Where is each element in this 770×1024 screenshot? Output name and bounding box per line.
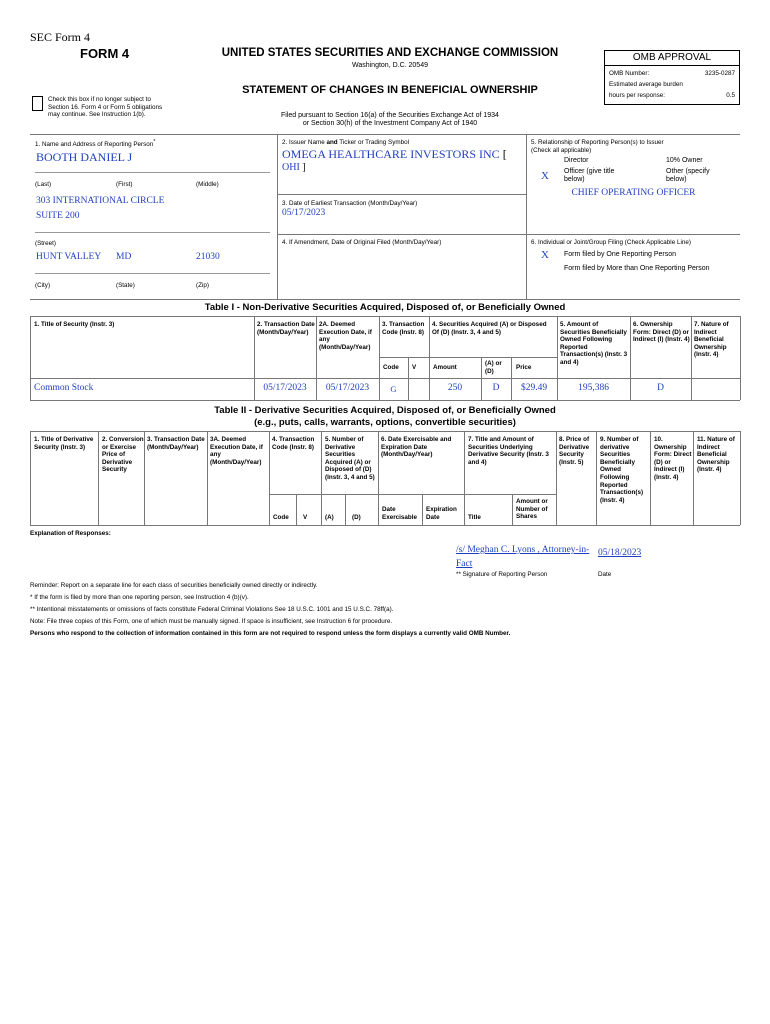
other-line-2: below): [666, 176, 687, 184]
t2-date-ex: Date Exercisable: [382, 506, 418, 521]
last-label: (Last): [35, 181, 52, 188]
t1-amount: Amount: [433, 364, 457, 371]
signature-label: ** Signature of Reporting Person: [456, 571, 548, 578]
t1-h7: 7. Nature of Indirect Beneficial Ownership (Instr. 4): [694, 321, 729, 359]
agency-city: Washington, D.C. 20549: [351, 62, 428, 69]
officer-option[interactable]: [564, 168, 614, 185]
other-line-1: Other (specify: [666, 168, 710, 175]
signature: /s/ Meghan C. Lyons , Attorney-in-Fact: [456, 545, 590, 569]
ticker-symbol: OHI: [282, 162, 300, 173]
sec-form-label: SEC Form 4: [30, 30, 91, 44]
officer-line-1: Officer (give title: [564, 168, 615, 175]
relationship-label: [531, 139, 664, 154]
t2-h11: 11. Nature of Indirect Beneficial Ownership (Instr. 4): [697, 436, 735, 474]
form-label: FORM 4: [80, 46, 130, 61]
issuer-name: OMEGA HEALTHCARE INVESTORS INC: [282, 147, 500, 161]
filing-one-option[interactable]: Form filed by One Reporting Person: [564, 251, 677, 258]
t1-h3: 3. Transaction Code (Instr. 8): [382, 321, 425, 336]
t2-title: Title: [468, 514, 481, 521]
filed-line-2: or Section 30(h) of the Investment Company Act of 1940: [302, 120, 478, 128]
street-line-1: 303 INTERNATIONAL CIRCLE: [36, 196, 165, 206]
first-label: (First): [116, 181, 133, 188]
officer-mark: X: [541, 170, 549, 182]
t1-row-aord: D: [492, 383, 500, 393]
reminder: Reminder: Report on a separate line for each class of securities beneficially owned directly or indirectly.: [30, 582, 318, 589]
omb-number-label: OMB Number:: [609, 70, 650, 77]
note-3: Note: File three copies of this Form, one of which must be manually signed. If space is insufficient, see Instruction 6 for procedure.: [30, 618, 393, 625]
street-label: (Street): [35, 240, 56, 247]
reporting-person-label: 1. Name and Address of Reporting Person*: [35, 139, 156, 149]
checkbox-line-3: may continue. See Instruction 1(b).: [48, 111, 146, 119]
ticker-bracket-open: [: [502, 147, 507, 161]
ticker-bracket-close: ]: [302, 162, 306, 173]
t1-price: Price: [516, 364, 532, 371]
t1-h2: 2. Transaction Date (Month/Day/Year): [257, 321, 315, 336]
street-line-2: SUITE 200: [36, 211, 80, 221]
t2-h7: 7. Title and Amount of Securities Underlying Derivative Security (Instr. 3 and 4): [468, 436, 549, 466]
statement-title: STATEMENT OF CHANGES IN BENEFICIAL OWNERSHIP: [242, 84, 538, 96]
ticker-line: [282, 162, 306, 173]
t2-h9: 9. Number of derivative Securities Beneficially Owned Following Reported Transaction(s) (Instr. 4): [600, 436, 644, 504]
note-4: Persons who respond to the collection of information contained in this form are not required to respond unless the form displays a currently valid OMB Number.: [30, 630, 511, 637]
agency-title: UNITED STATES SECURITIES AND EXCHANGE COMMISSION: [221, 47, 559, 59]
t1-v: V: [412, 364, 417, 371]
t2-h3a: 3A. Deemed Execution Date, if any (Month/Day/Year): [210, 436, 263, 466]
filing-more-option[interactable]: Form filed by More than One Reporting Person: [564, 265, 710, 272]
t2-h8: 8. Price of Derivative Security (Instr. 5): [559, 436, 590, 466]
t1-aord: (A) or (D): [485, 360, 502, 375]
omb-number-value: 3235-0287: [704, 70, 735, 77]
officer-line-2: below): [564, 176, 585, 184]
t2-h5: 5. Number of Derivative Securities Acquired (A) or Disposed of (D) (Instr. 3, 4 and 5): [325, 436, 375, 481]
omb-burden-value: 0.5: [726, 92, 735, 99]
t1-row-date: 05/17/2023: [263, 383, 307, 393]
note-2: ** Intentional misstatements or omissions of facts constitute Federal Criminal Violations See 18 U.S.C. 1001 and 15 U.S.C. 78ff(a).: [30, 606, 394, 613]
zip-label: (Zip): [196, 282, 209, 289]
date-label: Date: [598, 571, 612, 578]
checkbox-line-2: Section 16. Form 4 or Form 5 obligations: [48, 103, 163, 111]
reporting-person-name: BOOTH DANIEL J: [36, 150, 133, 164]
filed-line-1: Filed pursuant to Section 16(a) of the Securities Exchange Act of 1934: [281, 112, 499, 119]
omb-burden-line-1: Estimated average burden: [609, 81, 683, 88]
middle-label: (Middle): [196, 181, 219, 188]
city-label: (City): [35, 282, 51, 289]
ten-percent-option[interactable]: 10% Owner: [666, 157, 703, 164]
city-value: HUNT VALLEY: [36, 252, 102, 262]
t1-row-price: $29.49: [520, 383, 548, 393]
issuer-label: 2. Issuer Name and Ticker or Trading Symbol: [282, 139, 410, 146]
t1-row-owned: 195,386: [578, 383, 609, 393]
issuer-name-line: [282, 147, 522, 162]
state-label: (State): [116, 282, 135, 289]
earliest-date-value: 05/17/2023: [282, 208, 326, 218]
table2-title-2: (e.g., puts, calls, warrants, options, convertible securities): [254, 417, 516, 428]
t2-code: Code: [273, 514, 289, 521]
explanation-label: Explanation of Responses:: [30, 530, 111, 537]
t1-h4: 4. Securities Acquired (A) or Disposed Of (D) (Instr. 3, 4 and 5): [432, 321, 547, 336]
t1-row-deemed: 05/17/2023: [325, 383, 370, 393]
t1-row-form: D: [657, 383, 664, 393]
table1-title: Table I - Non-Derivative Securities Acquired, Disposed of, or Beneficially Owned: [204, 302, 566, 313]
t2-h2: 2. Conversion or Exercise Price of Derivative Security: [102, 436, 144, 474]
t2-a: (A): [325, 514, 334, 521]
officer-title: CHIEF OPERATING OFFICER: [571, 188, 696, 198]
signature-date: 05/18/2023: [598, 548, 642, 558]
t2-exp: Expiration Date: [426, 506, 457, 521]
zip-value: 21030: [196, 252, 220, 262]
checkbox-text: [48, 96, 208, 119]
t2-d: (D): [352, 514, 361, 521]
filing-one-mark: X: [541, 249, 549, 261]
omb-burden-line-2: hours per response:: [609, 92, 666, 99]
omb-title: OMB APPROVAL: [605, 51, 739, 66]
t1-code: Code: [383, 364, 399, 371]
omb-approval-box: [604, 50, 740, 105]
state-value: MD: [116, 252, 132, 262]
earliest-date-label: 3. Date of Earliest Transaction (Month/Day/Year): [282, 200, 418, 207]
asterisk: *: [153, 139, 156, 145]
t1-row-title: Common Stock: [34, 383, 94, 393]
t2-amt: Amount or Number of Shares: [516, 498, 548, 521]
t2-h4: 4. Transaction Code (Instr. 8): [272, 436, 315, 451]
t2-v: V: [303, 514, 308, 521]
filed-pursuant: [210, 112, 570, 129]
note-1: * If the form is filed by more than one reporting person, see Instruction 4 (b)(v).: [30, 594, 249, 601]
t2-h6: 6. Date Exercisable and Expiration Date (Month/Day/Year): [381, 436, 452, 459]
t1-h6: 6. Ownership Form: Direct (D) or Indirect (I) (Instr. 4): [633, 321, 690, 344]
t1-row-code: G: [390, 384, 397, 394]
other-option[interactable]: [666, 168, 710, 185]
t1-h1: 1. Title of Security (Instr. 3): [34, 321, 115, 328]
checkbox-line-1: Check this box if no longer subject to: [48, 96, 151, 103]
amendment-label: 4. If Amendment, Date of Original Filed (Month/Day/Year): [282, 239, 442, 246]
director-option[interactable]: Director: [564, 157, 589, 164]
relationship-label-1: 5. Relationship of Reporting Person(s) to Issuer: [531, 139, 664, 146]
no-longer-subject-checkbox[interactable]: [32, 96, 43, 111]
filing-label: 6. Individual or Joint/Group Filing (Check Applicable Line): [531, 239, 691, 246]
t2-h10: 10. Ownership Form: Direct (D) or Indirect (I) (Instr. 4): [654, 436, 692, 481]
t1-h5: 5. Amount of Securities Beneficially Owned Following Reported Transaction(s) (Instr. 3 and 4): [560, 321, 628, 366]
relationship-label-2: (Check all applicable): [531, 146, 592, 154]
t2-h1: 1. Title of Derivative Security (Instr. 3): [34, 436, 94, 451]
t1-h2a: 2A. Deemed Execution Date, if any (Month/Day/Year): [319, 321, 372, 351]
table2-title-1: Table II - Derivative Securities Acquired, Disposed of, or Beneficially Owned: [214, 405, 556, 416]
t1-row-amount: 250: [447, 383, 463, 393]
t2-h3: 3. Transaction Date (Month/Day/Year): [147, 436, 205, 451]
